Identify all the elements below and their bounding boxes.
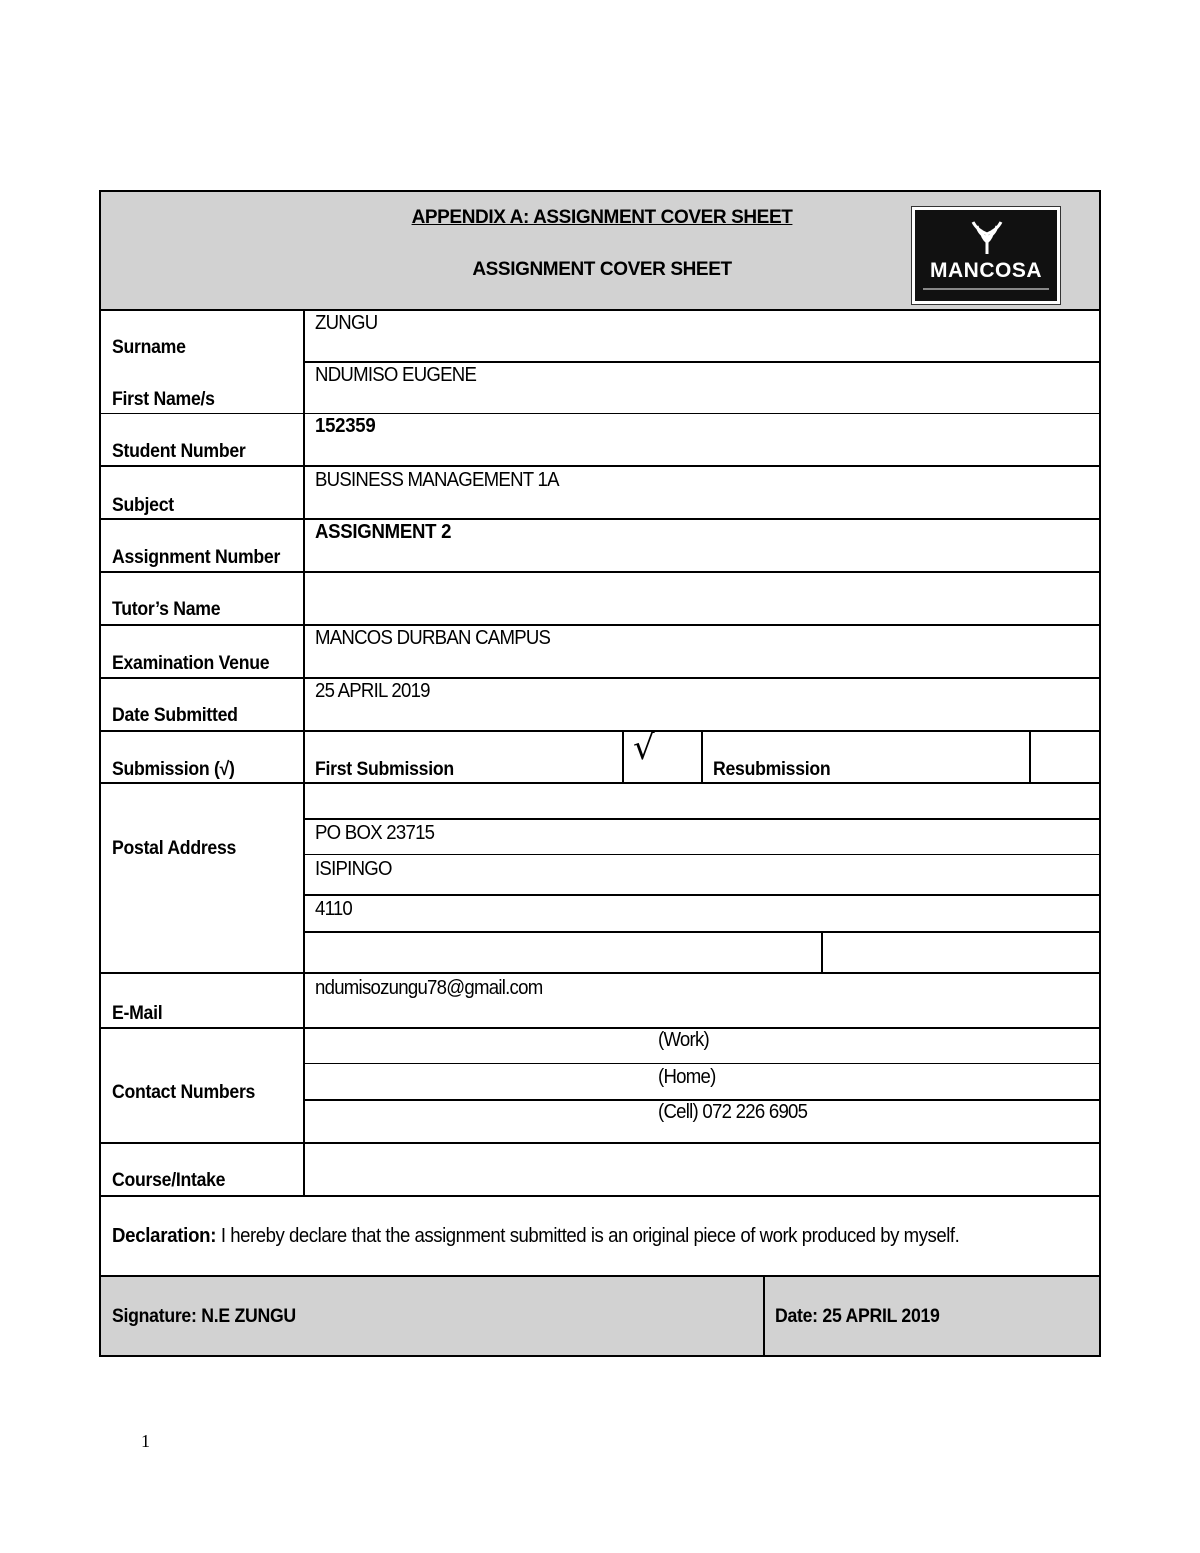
- first-submission-checkmark: √: [633, 728, 655, 768]
- tutor-name-label: Tutor’s Name: [112, 599, 221, 620]
- document-title: APPENDIX A: ASSIGNMENT COVER SHEET: [411, 207, 793, 228]
- mancosa-logo: [912, 207, 1060, 304]
- signature-date: Date: 25 APRIL 2019: [775, 1306, 940, 1327]
- subject-value: BUSINESS MANAGEMENT 1A: [315, 469, 559, 491]
- contact-work: (Work): [658, 1029, 709, 1051]
- assignment-cover-sheet: [99, 190, 1101, 1357]
- surname-label: Surname: [112, 337, 186, 358]
- postal-line-4: 4110: [315, 898, 353, 920]
- first-submission-label: First Submission: [315, 759, 454, 780]
- first-names-label: First Name/s: [112, 389, 215, 410]
- postal-line-3: ISIPINGO: [315, 858, 392, 880]
- contact-numbers-label: Contact Numbers: [112, 1082, 256, 1103]
- logo-tagline: [923, 288, 1049, 290]
- postal-line-2: PO BOX 23715: [315, 822, 435, 844]
- date-submitted-value: 25 APRIL 2019: [315, 680, 430, 702]
- contact-cell: (Cell) 072 226 6905: [658, 1101, 808, 1123]
- examination-venue-value: MANCOS DURBAN CAMPUS: [315, 627, 551, 649]
- page-number: 1: [141, 1431, 150, 1451]
- declaration: [112, 1225, 959, 1248]
- surname-value: ZUNGU: [315, 312, 378, 334]
- resubmission-label: Resubmission: [713, 759, 831, 780]
- logo-emblem-icon: [967, 220, 1007, 254]
- assignment-number-value: ASSIGNMENT 2: [315, 521, 452, 543]
- submission-label: Submission (√): [112, 759, 235, 780]
- assignment-number-label: Assignment Number: [112, 547, 281, 568]
- date-submitted-label: Date Submitted: [112, 705, 238, 726]
- first-names-value: NDUMISO EUGENE: [315, 364, 477, 386]
- subject-label: Subject: [112, 495, 174, 516]
- student-number-label: Student Number: [112, 441, 246, 462]
- document-subtitle: ASSIGNMENT COVER SHEET: [472, 259, 732, 280]
- declaration-text: I hereby declare that the assignment submitted is an original piece of work produced by myself.: [216, 1225, 960, 1247]
- logo-wordmark: MANCOSA: [930, 259, 1042, 282]
- email-label: E-Mail: [112, 1003, 163, 1024]
- postal-address-label: Postal Address: [112, 838, 237, 859]
- examination-venue-label: Examination Venue: [112, 653, 270, 674]
- contact-home: (Home): [658, 1066, 716, 1088]
- email-value: ndumisozungu78@gmail.com: [315, 977, 543, 999]
- signature: Signature: N.E ZUNGU: [112, 1306, 296, 1327]
- student-number-value: 152359: [315, 415, 376, 437]
- course-intake-label: Course/Intake: [112, 1170, 226, 1191]
- declaration-label: Declaration:: [112, 1225, 217, 1247]
